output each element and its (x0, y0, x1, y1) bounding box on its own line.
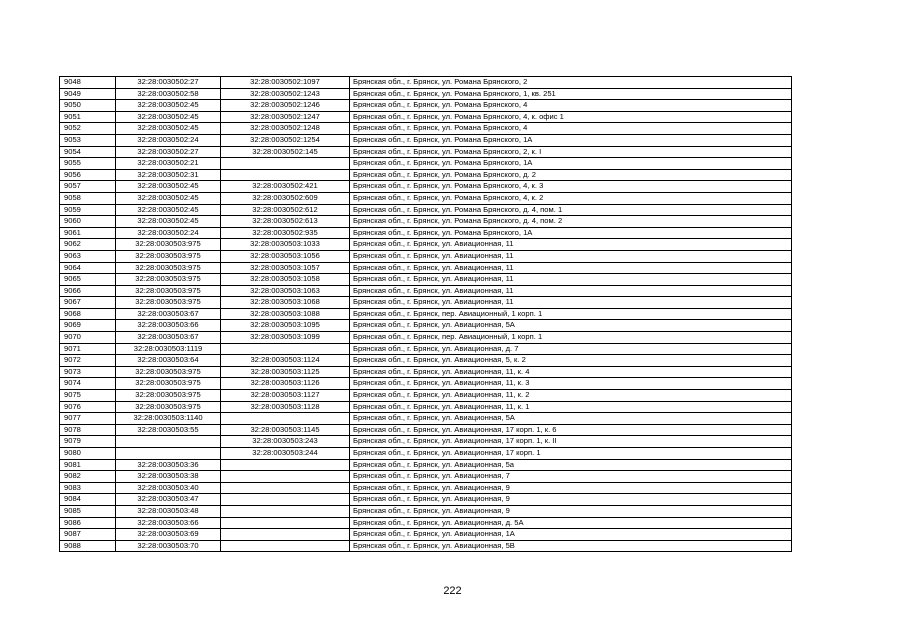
quarter-number-cell: 32:28:0030502:31 (116, 169, 221, 181)
page-number: 222 (443, 585, 462, 597)
quarter-number-cell: 32:28:0030503:975 (116, 262, 221, 274)
address-cell: Брянская обл., г. Брянск, ул. Авиационная, 5А (350, 413, 792, 425)
cadastral-number-cell: 32:28:0030502:1246 (221, 100, 350, 112)
address-cell: Брянская обл., г. Брянск, ул. Авиационная, 17 корп. 1, к. 6 (350, 424, 792, 436)
address-cell: Брянская обл., г. Брянск, ул. Романа Брянского, 2 (350, 77, 792, 89)
address-cell: Брянская обл., г. Брянск, ул. Романа Брянского, 1А (350, 134, 792, 146)
cadastral-table (59, 76, 792, 552)
record-number-cell: 9085 (60, 505, 116, 517)
quarter-number-cell: 32:28:0030503:975 (116, 274, 221, 286)
table-row (60, 540, 792, 552)
address-cell: Брянская обл., г. Брянск, ул. Романа Брянского, д. 4, пом. 1 (350, 204, 792, 216)
cadastral-number-cell: 32:28:0030503:1057 (221, 262, 350, 274)
table-row (60, 529, 792, 541)
record-number-cell: 9084 (60, 494, 116, 506)
table-row (60, 134, 792, 146)
cadastral-number-cell: 32:28:0030502:609 (221, 192, 350, 204)
record-number-cell: 9078 (60, 424, 116, 436)
table-body (60, 77, 792, 552)
cadastral-number-cell: 32:28:0030503:1124 (221, 355, 350, 367)
table-row (60, 401, 792, 413)
table-row (60, 146, 792, 158)
address-cell: Брянская обл., г. Брянск, ул. Авиационная, 9 (350, 494, 792, 506)
cadastral-number-cell (221, 459, 350, 471)
address-cell: Брянская обл., г. Брянск, ул. Авиационная, 11 (350, 285, 792, 297)
record-number-cell: 9065 (60, 274, 116, 286)
cadastral-number-cell: 32:28:0030502:1097 (221, 77, 350, 89)
table-row (60, 297, 792, 309)
table-row (60, 169, 792, 181)
record-number-cell: 9067 (60, 297, 116, 309)
quarter-number-cell: 32:28:0030503:975 (116, 250, 221, 262)
record-number-cell: 9068 (60, 308, 116, 320)
cadastral-number-cell: 32:28:0030503:1128 (221, 401, 350, 413)
record-number-cell: 9050 (60, 100, 116, 112)
address-cell: Брянская обл., г. Брянск, ул. Романа Брянского, 1, кв. 251 (350, 88, 792, 100)
quarter-number-cell: 32:28:0030503:64 (116, 355, 221, 367)
address-cell: Брянская обл., г. Брянск, ул. Романа Брянского, д. 4, пом. 2 (350, 216, 792, 228)
quarter-number-cell: 32:28:0030503:67 (116, 332, 221, 344)
address-cell: Брянская обл., г. Брянск, ул. Авиационная, 5а (350, 459, 792, 471)
cadastral-number-cell: 32:28:0030503:1099 (221, 332, 350, 344)
address-cell: Брянская обл., г. Брянск, ул. Романа Брянского, 2, к. I (350, 146, 792, 158)
address-cell: Брянская обл., г. Брянск, ул. Романа Брянского, 4, к. офис 1 (350, 111, 792, 123)
quarter-number-cell (116, 436, 221, 448)
quarter-number-cell: 32:28:0030503:66 (116, 320, 221, 332)
address-cell: Брянская обл., г. Брянск, ул. Романа Брянского, 4 (350, 100, 792, 112)
table-row (60, 482, 792, 494)
cadastral-number-cell: 32:28:0030503:1088 (221, 308, 350, 320)
cadastral-number-cell: 32:28:0030502:1254 (221, 134, 350, 146)
record-number-cell: 9062 (60, 239, 116, 251)
quarter-number-cell: 32:28:0030502:27 (116, 77, 221, 89)
quarter-number-cell: 32:28:0030503:1119 (116, 343, 221, 355)
quarter-number-cell: 32:28:0030503:69 (116, 529, 221, 541)
table-row (60, 343, 792, 355)
table-row (60, 100, 792, 112)
record-number-cell: 9059 (60, 204, 116, 216)
quarter-number-cell: 32:28:0030502:24 (116, 134, 221, 146)
address-cell: Брянская обл., г. Брянск, ул. Авиационная, 11 (350, 250, 792, 262)
quarter-number-cell: 32:28:0030502:45 (116, 123, 221, 135)
cadastral-number-cell: 32:28:0030503:1058 (221, 274, 350, 286)
quarter-number-cell: 32:28:0030503:975 (116, 390, 221, 402)
table-row (60, 204, 792, 216)
quarter-number-cell: 32:28:0030503:975 (116, 285, 221, 297)
address-cell: Брянская обл., г. Брянск, пер. Авиационный, 1 корп. 1 (350, 332, 792, 344)
address-cell: Брянская обл., г. Брянск, ул. Авиационная, 9 (350, 505, 792, 517)
quarter-number-cell: 32:28:0030503:975 (116, 378, 221, 390)
record-number-cell: 9055 (60, 158, 116, 170)
record-number-cell: 9060 (60, 216, 116, 228)
address-cell: Брянская обл., г. Брянск, ул. Романа Брянского, 1А (350, 158, 792, 170)
record-number-cell: 9048 (60, 77, 116, 89)
record-number-cell: 9076 (60, 401, 116, 413)
address-cell: Брянская обл., г. Брянск, ул. Авиационная, 11 (350, 262, 792, 274)
cadastral-number-cell (221, 471, 350, 483)
record-number-cell: 9083 (60, 482, 116, 494)
record-number-cell: 9082 (60, 471, 116, 483)
address-cell: Брянская обл., г. Брянск, ул. Авиационная, 9 (350, 482, 792, 494)
table-row (60, 77, 792, 89)
quarter-number-cell: 32:28:0030503:36 (116, 459, 221, 471)
record-number-cell: 9074 (60, 378, 116, 390)
quarter-number-cell: 32:28:0030503:70 (116, 540, 221, 552)
address-cell: Брянская обл., г. Брянск, ул. Авиационная, д. 7 (350, 343, 792, 355)
table-row (60, 111, 792, 123)
record-number-cell: 9080 (60, 448, 116, 460)
quarter-number-cell: 32:28:0030502:27 (116, 146, 221, 158)
table-row (60, 332, 792, 344)
record-number-cell: 9052 (60, 123, 116, 135)
address-cell: Брянская обл., г. Брянск, ул. Авиационная, 5, к. 2 (350, 355, 792, 367)
address-cell: Брянская обл., г. Брянск, ул. Авиационная, 11 (350, 239, 792, 251)
record-number-cell: 9069 (60, 320, 116, 332)
table-row (60, 436, 792, 448)
record-number-cell: 9071 (60, 343, 116, 355)
quarter-number-cell: 32:28:0030503:975 (116, 366, 221, 378)
table-row (60, 355, 792, 367)
record-number-cell: 9056 (60, 169, 116, 181)
table-row (60, 250, 792, 262)
address-cell: Брянская обл., г. Брянск, ул. Авиационная, 5А (350, 320, 792, 332)
record-number-cell: 9063 (60, 250, 116, 262)
record-number-cell: 9081 (60, 459, 116, 471)
table-row (60, 366, 792, 378)
table-row (60, 285, 792, 297)
record-number-cell: 9075 (60, 390, 116, 402)
table-row (60, 459, 792, 471)
quarter-number-cell: 32:28:0030502:58 (116, 88, 221, 100)
record-number-cell: 9061 (60, 227, 116, 239)
table-row (60, 274, 792, 286)
quarter-number-cell (116, 448, 221, 460)
address-cell: Брянская обл., г. Брянск, ул. Авиационная, д. 5А (350, 517, 792, 529)
record-number-cell: 9088 (60, 540, 116, 552)
record-number-cell: 9072 (60, 355, 116, 367)
cadastral-number-cell (221, 505, 350, 517)
table-row (60, 192, 792, 204)
table-row (60, 378, 792, 390)
cadastral-number-cell (221, 540, 350, 552)
table-row (60, 413, 792, 425)
quarter-number-cell: 32:28:0030503:47 (116, 494, 221, 506)
address-cell: Брянская обл., г. Брянск, ул. Авиационная, 17 корп. 1 (350, 448, 792, 460)
record-number-cell: 9057 (60, 181, 116, 193)
address-cell: Брянская обл., г. Брянск, ул. Авиационная, 11, к. 2 (350, 390, 792, 402)
cadastral-number-cell: 32:28:0030502:935 (221, 227, 350, 239)
cadastral-number-cell: 32:28:0030503:1125 (221, 366, 350, 378)
cadastral-number-cell (221, 413, 350, 425)
record-number-cell: 9049 (60, 88, 116, 100)
address-cell: Брянская обл., г. Брянск, ул. Авиационная, 17 корп. 1, к. II (350, 436, 792, 448)
quarter-number-cell: 32:28:0030503:48 (116, 505, 221, 517)
cadastral-number-cell: 32:28:0030503:1145 (221, 424, 350, 436)
record-number-cell: 9051 (60, 111, 116, 123)
table-row (60, 448, 792, 460)
record-number-cell: 9087 (60, 529, 116, 541)
quarter-number-cell: 32:28:0030502:45 (116, 181, 221, 193)
table-row (60, 239, 792, 251)
cadastral-number-cell: 32:28:0030502:421 (221, 181, 350, 193)
quarter-number-cell: 32:28:0030503:38 (116, 471, 221, 483)
record-number-cell: 9077 (60, 413, 116, 425)
cadastral-number-cell: 32:28:0030503:244 (221, 448, 350, 460)
cadastral-number-cell (221, 482, 350, 494)
quarter-number-cell: 32:28:0030502:45 (116, 192, 221, 204)
cadastral-number-cell: 32:28:0030503:1056 (221, 250, 350, 262)
quarter-number-cell: 32:28:0030503:40 (116, 482, 221, 494)
table-row (60, 123, 792, 135)
cadastral-number-cell: 32:28:0030502:612 (221, 204, 350, 216)
cadastral-number-cell: 32:28:0030502:613 (221, 216, 350, 228)
address-cell: Брянская обл., г. Брянск, ул. Авиационная, 1А (350, 529, 792, 541)
quarter-number-cell: 32:28:0030502:45 (116, 100, 221, 112)
quarter-number-cell: 32:28:0030502:24 (116, 227, 221, 239)
cadastral-number-cell (221, 169, 350, 181)
record-number-cell: 9058 (60, 192, 116, 204)
record-number-cell: 9079 (60, 436, 116, 448)
table-row (60, 308, 792, 320)
record-number-cell: 9066 (60, 285, 116, 297)
cadastral-number-cell: 32:28:0030503:1068 (221, 297, 350, 309)
table-row (60, 424, 792, 436)
address-cell: Брянская обл., г. Брянск, ул. Авиационная, 7 (350, 471, 792, 483)
quarter-number-cell: 32:28:0030502:45 (116, 216, 221, 228)
cadastral-number-cell: 32:28:0030503:1063 (221, 285, 350, 297)
address-cell: Брянская обл., г. Брянск, ул. Романа Брянского, д. 2 (350, 169, 792, 181)
record-number-cell: 9064 (60, 262, 116, 274)
table-row (60, 320, 792, 332)
address-cell: Брянская обл., г. Брянск, пер. Авиационный, 1 корп. 1 (350, 308, 792, 320)
quarter-number-cell: 32:28:0030503:975 (116, 297, 221, 309)
quarter-number-cell: 32:28:0030503:1140 (116, 413, 221, 425)
table-row (60, 227, 792, 239)
quarter-number-cell: 32:28:0030503:55 (116, 424, 221, 436)
cadastral-number-cell: 32:28:0030503:1033 (221, 239, 350, 251)
table-row (60, 181, 792, 193)
record-number-cell: 9073 (60, 366, 116, 378)
cadastral-number-cell (221, 529, 350, 541)
quarter-number-cell: 32:28:0030502:45 (116, 204, 221, 216)
address-cell: Брянская обл., г. Брянск, ул. Романа Брянского, 4, к. 2 (350, 192, 792, 204)
cadastral-number-cell (221, 343, 350, 355)
address-cell: Брянская обл., г. Брянск, ул. Авиационная, 11, к. 1 (350, 401, 792, 413)
record-number-cell: 9070 (60, 332, 116, 344)
record-number-cell: 9054 (60, 146, 116, 158)
cadastral-number-cell: 32:28:0030502:1248 (221, 123, 350, 135)
table-row (60, 88, 792, 100)
table-row (60, 517, 792, 529)
address-cell: Брянская обл., г. Брянск, ул. Авиационная, 11, к. 4 (350, 366, 792, 378)
address-cell: Брянская обл., г. Брянск, ул. Авиационная, 11 (350, 297, 792, 309)
table-row (60, 494, 792, 506)
cadastral-number-cell (221, 517, 350, 529)
table-row (60, 471, 792, 483)
table-row (60, 390, 792, 402)
table-row (60, 158, 792, 170)
cadastral-number-cell: 32:28:0030503:243 (221, 436, 350, 448)
record-number-cell: 9053 (60, 134, 116, 146)
cadastral-number-cell (221, 158, 350, 170)
cadastral-number-cell: 32:28:0030502:145 (221, 146, 350, 158)
cadastral-number-cell: 32:28:0030503:1095 (221, 320, 350, 332)
quarter-number-cell: 32:28:0030503:975 (116, 239, 221, 251)
address-cell: Брянская обл., г. Брянск, ул. Романа Брянского, 4, к. 3 (350, 181, 792, 193)
record-number-cell: 9086 (60, 517, 116, 529)
table-row (60, 262, 792, 274)
address-cell: Брянская обл., г. Брянск, ул. Авиационная, 5В (350, 540, 792, 552)
address-cell: Брянская обл., г. Брянск, ул. Авиационная, 11, к. 3 (350, 378, 792, 390)
quarter-number-cell: 32:28:0030503:67 (116, 308, 221, 320)
table-row (60, 216, 792, 228)
quarter-number-cell: 32:28:0030503:975 (116, 401, 221, 413)
quarter-number-cell: 32:28:0030503:66 (116, 517, 221, 529)
address-cell: Брянская обл., г. Брянск, ул. Романа Брянского, 4 (350, 123, 792, 135)
cadastral-number-cell: 32:28:0030502:1247 (221, 111, 350, 123)
quarter-number-cell: 32:28:0030502:21 (116, 158, 221, 170)
quarter-number-cell: 32:28:0030502:45 (116, 111, 221, 123)
table-row (60, 505, 792, 517)
address-cell: Брянская обл., г. Брянск, ул. Романа Брянского, 1А (350, 227, 792, 239)
address-cell: Брянская обл., г. Брянск, ул. Авиационная, 11 (350, 274, 792, 286)
cadastral-number-cell: 32:28:0030503:1126 (221, 378, 350, 390)
cadastral-number-cell: 32:28:0030502:1243 (221, 88, 350, 100)
cadastral-number-cell (221, 494, 350, 506)
cadastral-number-cell: 32:28:0030503:1127 (221, 390, 350, 402)
